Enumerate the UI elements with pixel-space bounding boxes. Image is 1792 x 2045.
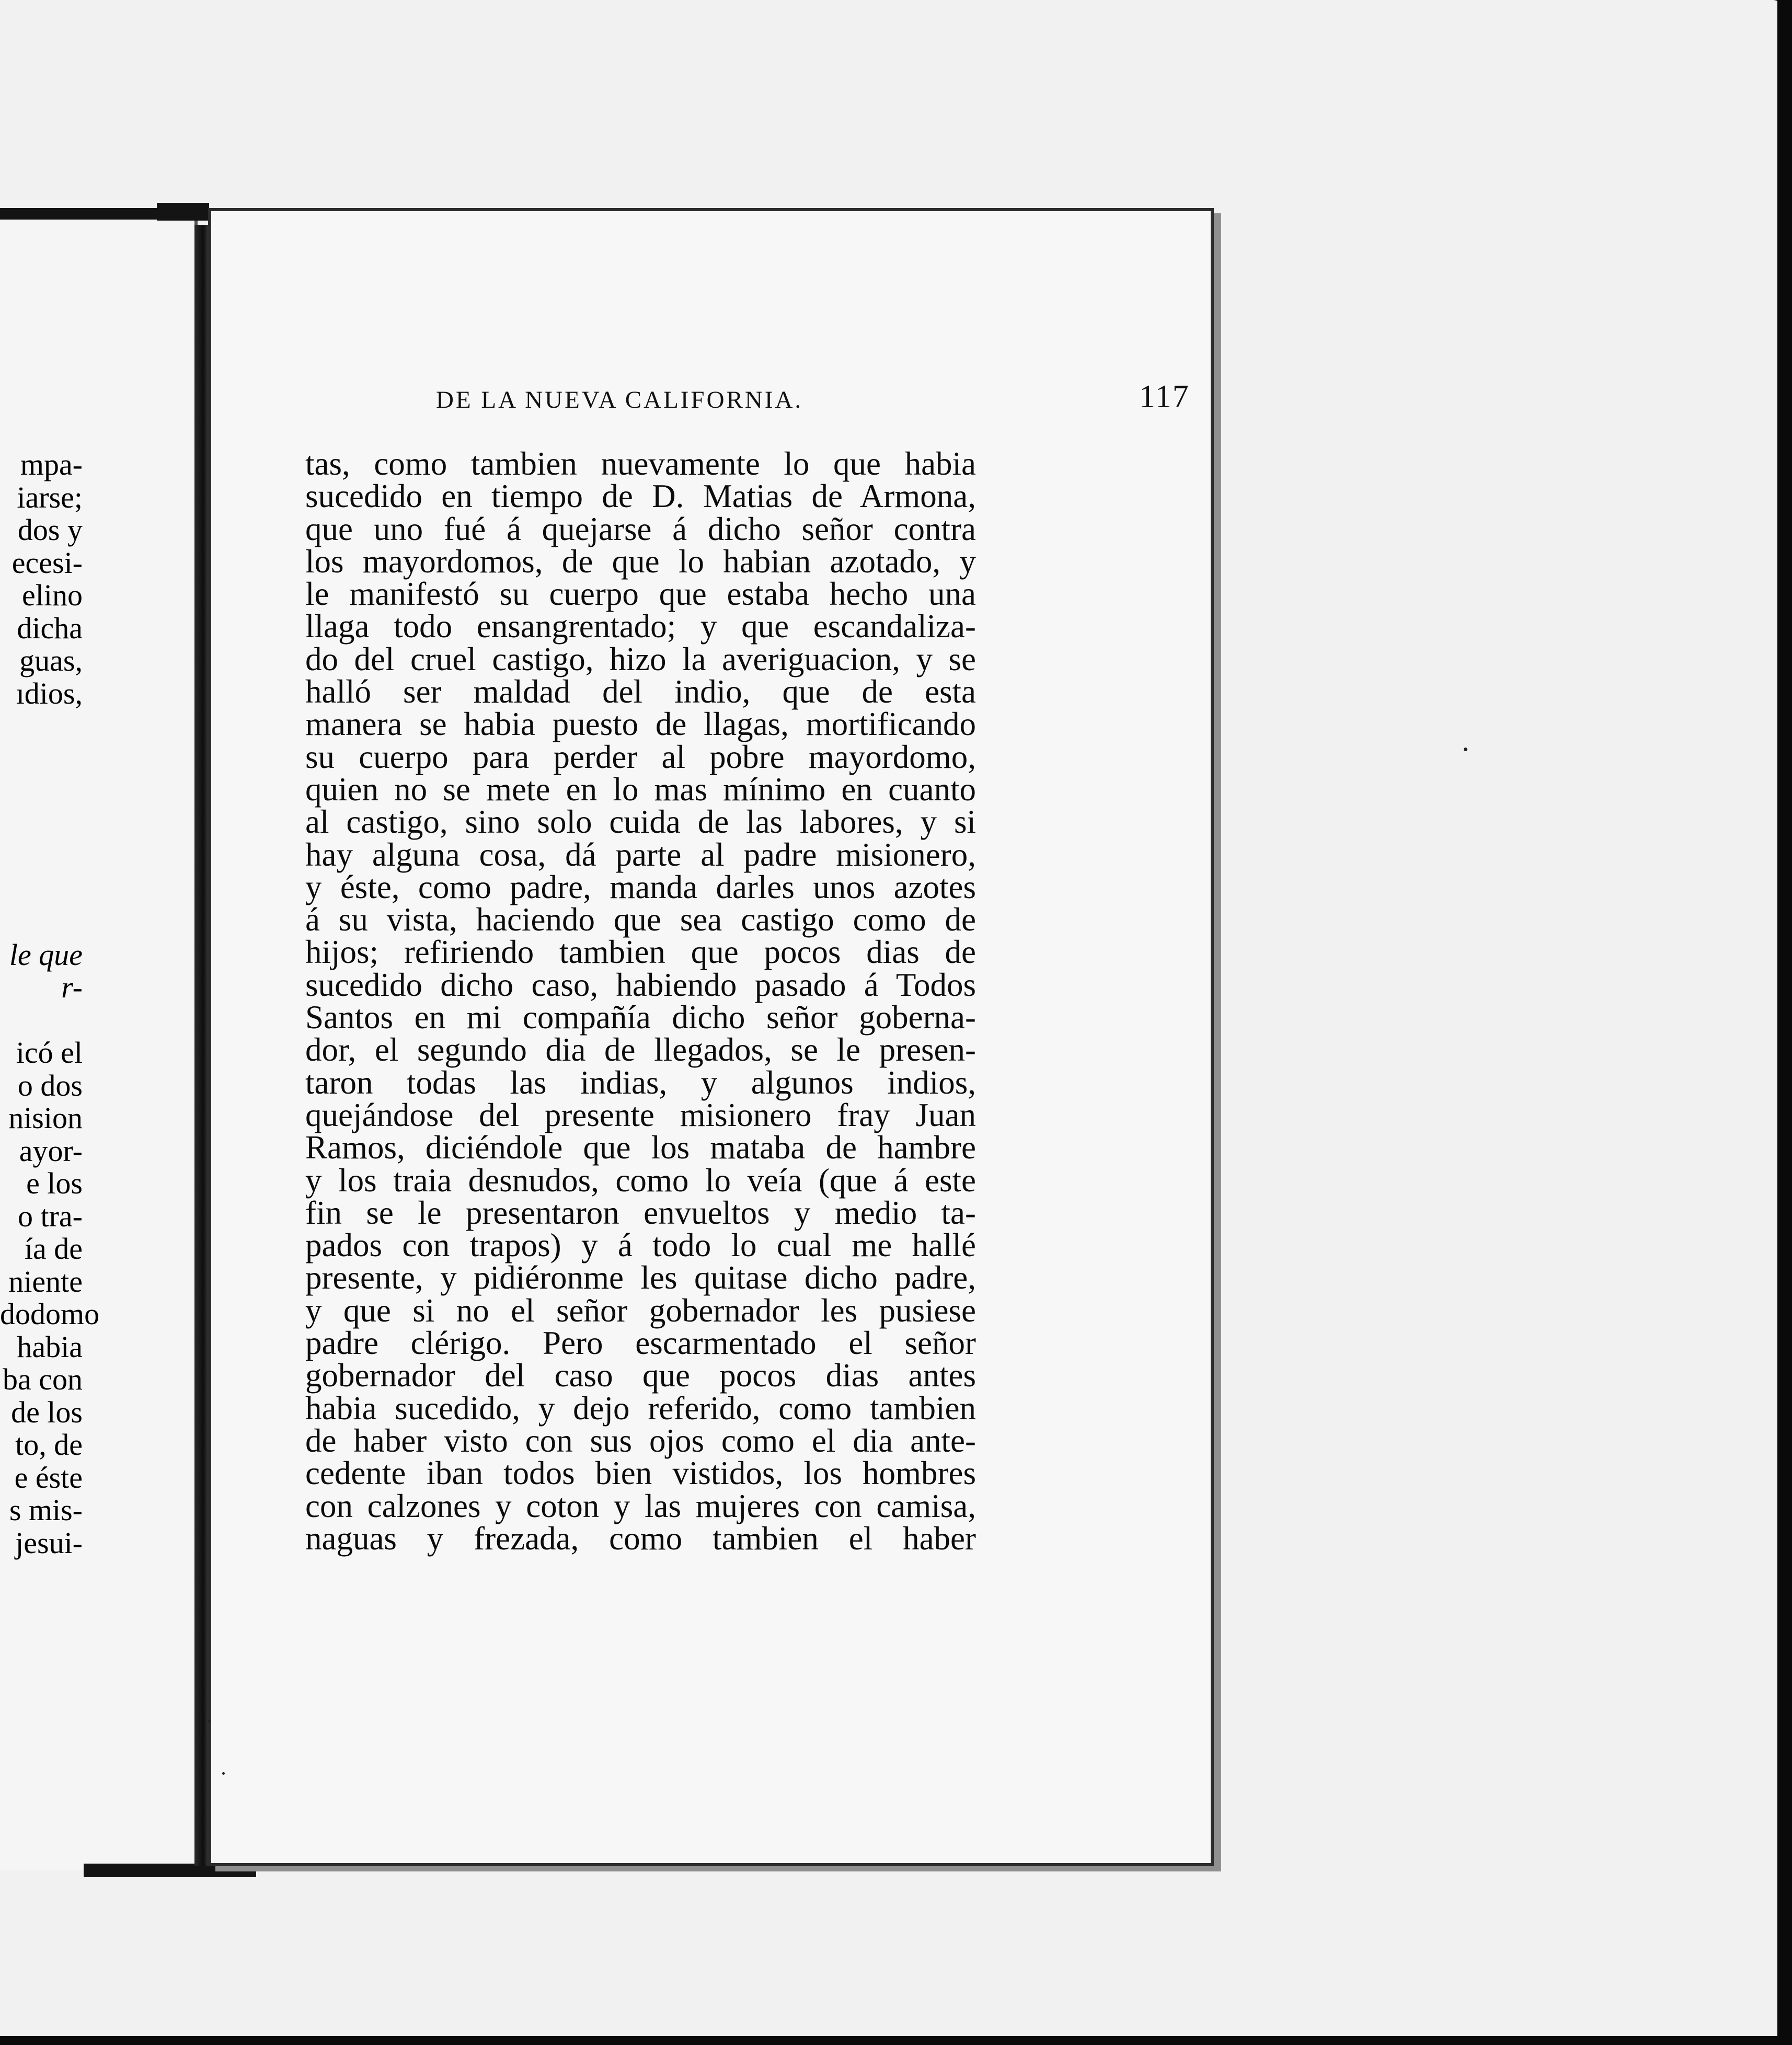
left-text-fragment: e éste — [14, 1460, 83, 1495]
left-text-fragment: to, de — [15, 1428, 83, 1462]
left-text-fragment: ía de — [24, 1232, 83, 1266]
page-number: 117 — [1139, 379, 1190, 415]
left-text-fragment: niente — [8, 1264, 83, 1299]
text-line: los mayordomos, de que lo habian azotado, y — [305, 543, 976, 580]
text-line: y los traia desnudos, como lo veía (que á este — [305, 1162, 976, 1199]
text-line: gobernador del caso que pocos dias antes — [305, 1357, 976, 1394]
text-line: manera se habia puesto de llagas, mortificando — [305, 706, 976, 743]
text-line: y éste, como padre, manda darles unos azotes — [305, 868, 976, 905]
left-text-fragment: de los — [11, 1395, 83, 1429]
left-text-fragment: nision — [8, 1101, 83, 1135]
left-text-fragment: dicha — [17, 611, 83, 645]
text-line: quien no se mete en lo mas mínimo en cuanto — [305, 771, 976, 808]
left-text-fragment — [0, 906, 83, 939]
left-text-fragment: dodomo — [0, 1297, 100, 1331]
left-text-fragment — [0, 1004, 83, 1037]
text-line: Santos en mi compañía dicho señor goberna- — [305, 999, 976, 1036]
left-text-fragment: iarse; — [17, 480, 83, 514]
text-line: á su vista, haciendo que sea castigo como de — [305, 901, 976, 938]
left-page-text-fragments — [0, 447, 100, 1578]
text-line: su cuerpo para perder al pobre mayordomo, — [305, 738, 976, 775]
left-text-fragment — [0, 743, 83, 776]
left-text-fragment: guas, — [19, 644, 83, 677]
text-line: padre clérigo. Pero escarmentado el señor — [305, 1325, 976, 1362]
left-text-fragment — [0, 808, 83, 841]
text-line: de haber visto con sus ojos como el dia ante- — [305, 1422, 976, 1459]
left-text-fragment: o dos — [17, 1068, 83, 1102]
left-text-fragment — [0, 710, 83, 743]
left-text-fragment: elino — [22, 578, 83, 612]
text-line: halló ser maldad del indio, que de esta — [305, 673, 976, 710]
left-text-fragment: s mis- — [9, 1493, 83, 1527]
left-text-fragment: mpa- — [20, 447, 83, 481]
running-title: DE LA NUEVA CALIFORNIA. — [436, 386, 803, 413]
text-line: fin se le presentaron envueltos y medio ta- — [305, 1194, 976, 1231]
text-line: do del cruel castigo, hizo la averiguacion, y se — [305, 640, 976, 677]
scan-border-bottom — [0, 2036, 1792, 2045]
text-line: al castigo, sino solo cuida de las labores, y si — [305, 803, 976, 841]
text-line: naguas y frezada, como tambien el haber — [305, 1520, 976, 1557]
text-line: tas, como tambien nuevamente lo que habia — [305, 445, 976, 482]
dust-speck — [222, 1772, 225, 1775]
left-text-fragment: o tra- — [18, 1199, 83, 1233]
text-line: cedente iban todos bien vistidos, los hombres — [305, 1455, 976, 1492]
text-line: sucedido en tiempo de D. Matias de Armona, — [305, 478, 976, 515]
left-text-fragment: dos y — [17, 513, 83, 547]
scan-border-right — [1777, 0, 1792, 2045]
left-text-fragment: ba con — [3, 1362, 83, 1396]
left-text-fragment: habia — [17, 1329, 83, 1364]
left-text-fragment: icó el — [16, 1036, 83, 1070]
text-line: que uno fué á quejarse á dicho señor contra — [305, 510, 976, 547]
text-line: hijos; refiriendo tambien que pocos dias de — [305, 934, 976, 971]
text-line: y que si no el señor gobernador les pusiese — [305, 1292, 976, 1329]
left-text-fragment: ayor- — [19, 1133, 83, 1168]
book-gutter — [194, 225, 209, 1866]
text-line: sucedido dicho caso, habiendo pasado á Todos — [305, 966, 976, 1003]
text-line: Ramos, diciéndole que los mataba de hambre — [305, 1129, 976, 1166]
text-line: dor, el segundo dia de llegados, se le presen- — [305, 1031, 976, 1069]
body-text — [305, 447, 976, 1555]
left-text-fragment — [0, 874, 83, 906]
text-line: llaga todo ensangrentado; y que escandaliza- — [305, 608, 976, 645]
text-line: le manifestó su cuerpo que estaba hecho una — [305, 576, 976, 613]
right-page — [208, 208, 1214, 1866]
left-text-fragment: e los — [26, 1166, 83, 1200]
text-line: con calzones y coton y las mujeres con camisa, — [305, 1487, 976, 1524]
left-text-fragment: jesui- — [15, 1525, 83, 1560]
binding-clip-top — [157, 203, 209, 221]
text-line: pados con trapos) y á todo lo cual me hallé — [305, 1227, 976, 1264]
dust-speck — [208, 1720, 211, 1722]
text-line: presente, y pidiéronme les quitase dicho padre, — [305, 1259, 976, 1296]
left-text-fragment — [0, 841, 83, 874]
left-text-fragment — [0, 775, 83, 808]
left-text-fragment: ıdios, — [16, 676, 83, 710]
running-head — [436, 378, 1190, 426]
text-line: hay alguna cosa, dá parte al padre misionero, — [305, 836, 976, 873]
dust-speck — [1464, 748, 1467, 751]
text-line: habia sucedido, y dejo referido, como tambien — [305, 1389, 976, 1427]
left-text-fragment: r- — [61, 970, 83, 1004]
left-text-fragment: le que — [9, 937, 83, 972]
text-line: quejándose del presente misionero fray Juan — [305, 1096, 976, 1133]
text-line: taron todas las indias, y algunos indios, — [305, 1064, 976, 1101]
left-text-fragment: ecesi- — [12, 545, 83, 580]
